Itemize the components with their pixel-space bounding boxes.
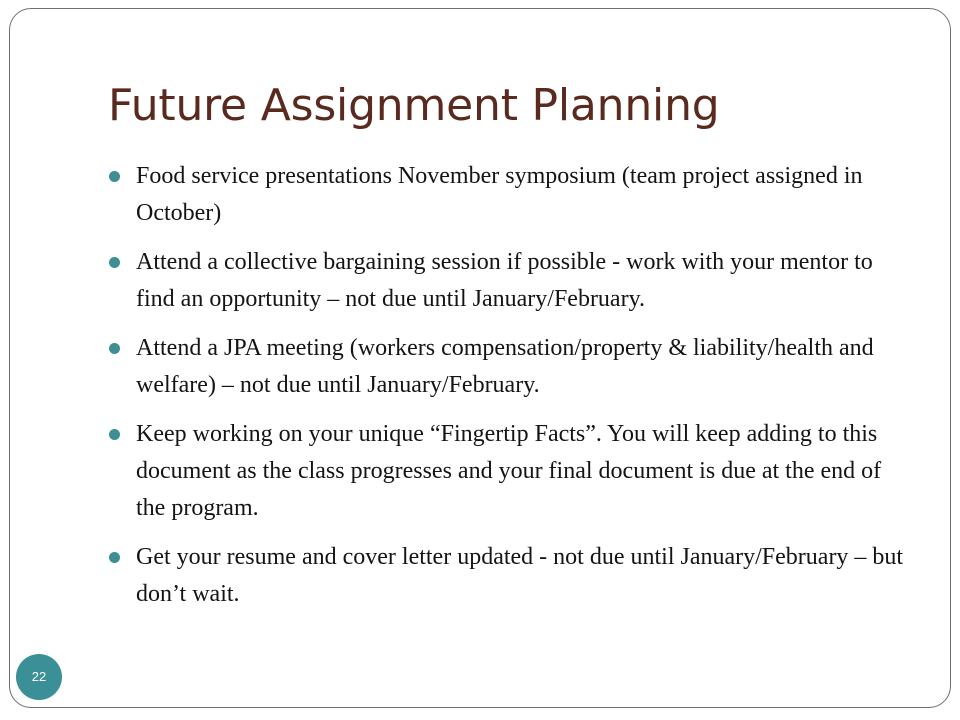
bullet-text: Get your resume and cover letter updated - not due until January/February – but don’t wait. xyxy=(136,544,904,607)
bullet-dot-icon xyxy=(109,171,120,182)
bullet-text: Food service presentations November symposium (team project assigned in October) xyxy=(136,163,863,226)
bullet-text: Keep working on your unique “Fingertip Facts”. You will keep adding to this document as the class progresses and your final document is due at the end of the program. xyxy=(136,421,882,521)
slide-number-badge: 22 xyxy=(16,654,62,700)
bullet-dot-icon xyxy=(109,257,120,268)
bullet-item xyxy=(108,416,908,527)
bullet-text: Attend a JPA meeting (workers compensation/property & liability/health and welfare) – not due until January/February. xyxy=(136,335,874,398)
bullet-list xyxy=(108,158,908,625)
bullet-dot-icon xyxy=(109,552,120,563)
bullet-item xyxy=(108,244,908,318)
bullet-item xyxy=(108,158,908,232)
bullet-dot-icon xyxy=(109,429,120,440)
bullet-item xyxy=(108,330,908,404)
bullet-text: Attend a collective bargaining session if possible - work with your mentor to find an opportunity – not due until January/February. xyxy=(136,249,873,312)
slide-title: Future Assignment Planning xyxy=(108,80,720,131)
bullet-dot-icon xyxy=(109,343,120,354)
bullet-item xyxy=(108,539,908,613)
